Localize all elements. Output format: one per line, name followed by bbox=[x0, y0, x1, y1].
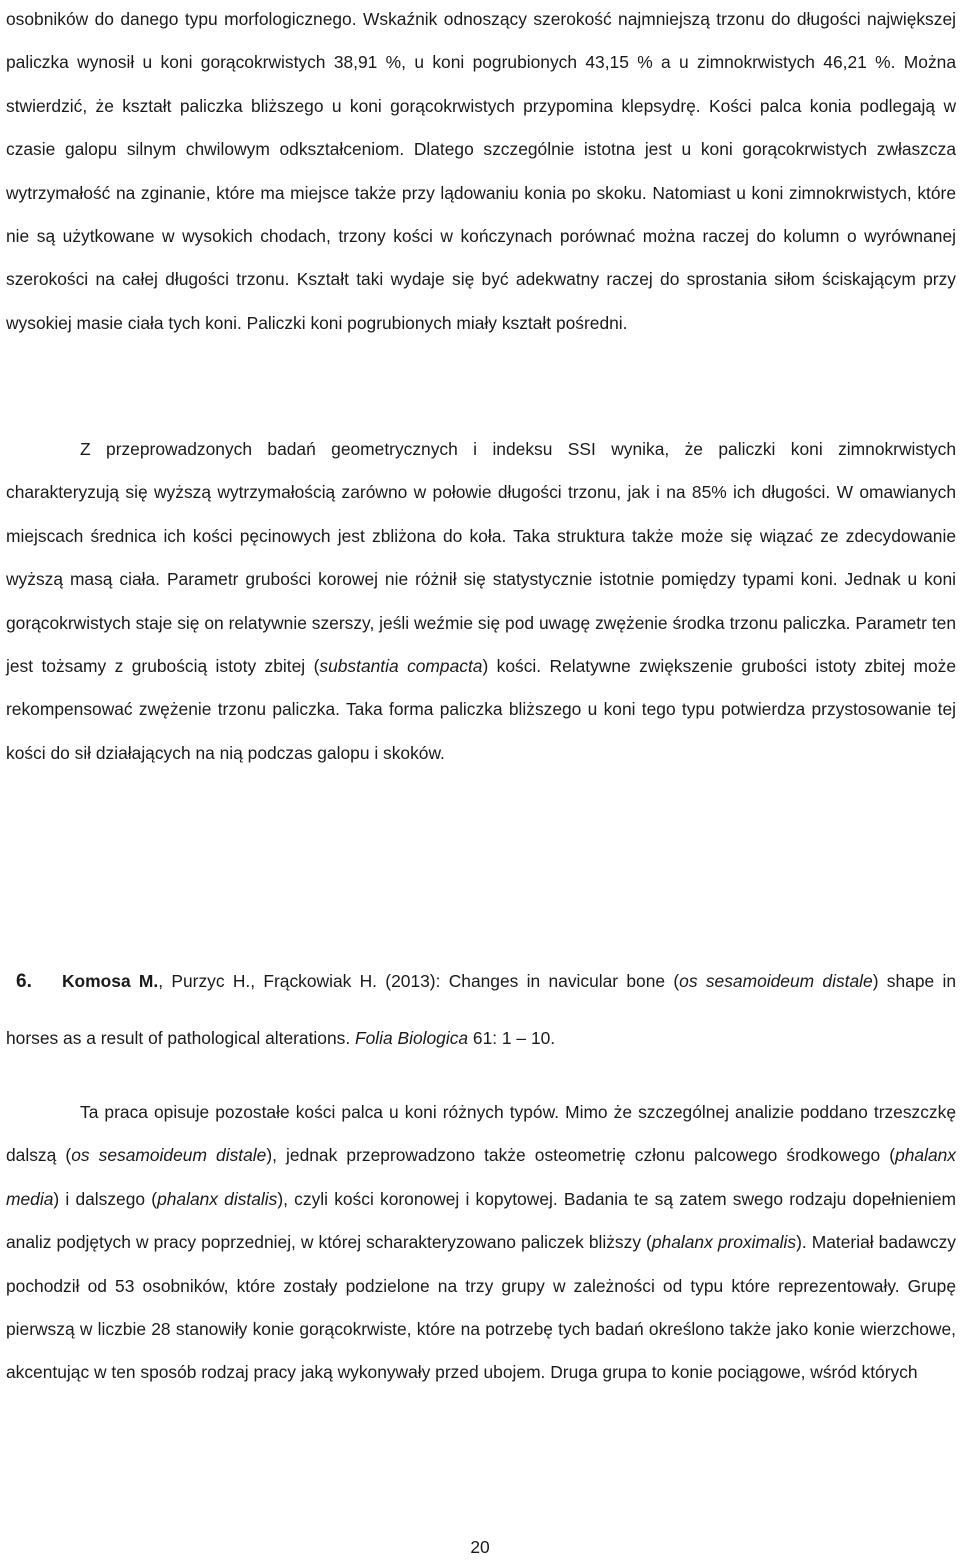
paragraph-3-text-3: ) i dalszego ( bbox=[53, 1188, 158, 1209]
reference-volume-pages: 61: 1 – 10. bbox=[468, 1028, 556, 1048]
paragraph-3-latin-1: os sesamoideum distale bbox=[71, 1145, 267, 1166]
reference-latin-term: os sesamoideum distale bbox=[679, 971, 873, 991]
paragraph-3-text-2: ), jednak przeprowadzono także osteometrię członu palcowego środkowego ( bbox=[266, 1145, 896, 1166]
reference-authors: , Purzyc H., Frąckowiak H. (2013): Changes in navicular bone ( bbox=[158, 971, 680, 991]
page-number: 20 bbox=[470, 1537, 490, 1557]
paragraph-3-text-1: Ta praca opisuje pozostałe kości palca u koni różnych typów. Mimo że szczególnej analizie poddano trzeszczkę dalszą ( bbox=[6, 1102, 956, 1166]
paragraph-2 bbox=[6, 428, 956, 775]
reference-journal: Folia Biologica bbox=[354, 1028, 469, 1048]
paragraph-2-latin-term: substantia compacta bbox=[319, 656, 483, 677]
reference-title: ) shape in horses as a result of pathological alterations. bbox=[6, 971, 957, 1048]
paragraph-1 bbox=[6, 0, 956, 345]
paragraph-3-latin-3: phalanx distalis bbox=[157, 1188, 278, 1209]
paragraph-3-latin-2: phalanx media bbox=[6, 1145, 956, 1209]
paragraph-1-text: osobników do danego typu morfologicznego. Wskaźnik odnoszący szerokość najmniejszą trzonu do długości największej paliczka wynosił u koni gorącokrwistych 38,91 %, u koni pogrubionych 43,15 % a u zimnokrwistych 46,21 %. Można stwierdzić, że kształt paliczka bliższego u koni gorącokrwistych przypomina klepsydrę. Kości palca konia podlegają w czasie galopu silnym chwilowym odkształceniom. Dlatego szczególnie istotna jest u koni gorącokrwistych zwłaszcza wytrzymałość na zginanie, które ma miejsce także przy lądowaniu konia po skoku. Natomiast u koni zimnokrwistych, które nie są użytkowane w wysokich chodach, trzony kości w kończynach porównać można raczej do kolumn o wyrównanej szerokości na całej długości trzonu. Kształt taki wydaje się być adekwatny raczej do sprostania siłom ściskającym przy wysokiej masie ciała tych koni. Paliczki koni pogrubionych miały kształt pośredni. bbox=[6, 9, 956, 333]
reference-entry bbox=[6, 953, 956, 1067]
paragraph-3 bbox=[6, 1091, 956, 1395]
reference-lead-author: Komosa M. bbox=[62, 971, 159, 991]
paragraph-3-text-4: ), czyli kości koronowej i kopytowej. Badania te są zatem swego rodzaju dopełnieniem analiz podjętych w pracy poprzedniej, w której scharakteryzowano paliczek bliższy ( bbox=[6, 1188, 956, 1253]
paragraph-3-latin-4: phalanx proximalis bbox=[651, 1232, 797, 1253]
reference-number: 6. bbox=[16, 971, 32, 992]
paragraph-3-text-5: ). Materiał badawczy pochodził od 53 osobników, które zostały podzielone na trzy grupy w zależności od typu które reprezentowały. Grupę pierwszą w liczbie 28 stanowiły konie gorącokrwiste, które na potrzebę tych badań określono także jako konie wierzchowe, akcentując w ten sposób rodzaj pracy jaką wykonywały przed ubojem. Druga grupa to konie pociągowe, wśród których bbox=[6, 1232, 957, 1383]
paragraph-2-text: Z przeprowadzonych badań geometrycznych i indeksu SSI wynika, że paliczki koni zimnokrwistych charakteryzują się wyższą wytrzymałością zarówno w połowie długości trzonu, jak i na 85% ich długości. W omawianych miejscach średnica ich kości pęcinowych jest zbliżona do koła. Taka struktura także może się wiązać ze zdecydowanie wyższą masą ciała. Parametr grubości korowej nie różnił się statystycznie istotnie pomiędzy typami koni. Jednak u koni gorącokrwistych staje się on relatywnie szerszy, jeśli weźmie się pod uwagę zwężenie środka trzonu paliczka. Parametr ten jest tożsamy z grubością istoty zbitej ( bbox=[6, 439, 956, 677]
paragraph-2-text-end: ) kości. Relatywne zwiększenie grubości istoty zbitej może rekompensować zwężenie trzonu paliczka. Taka forma paliczka bliższego u koni tego typu potwierdza przystosowanie tej kości do sił działających na nią podczas galopu i skoków. bbox=[6, 656, 956, 763]
